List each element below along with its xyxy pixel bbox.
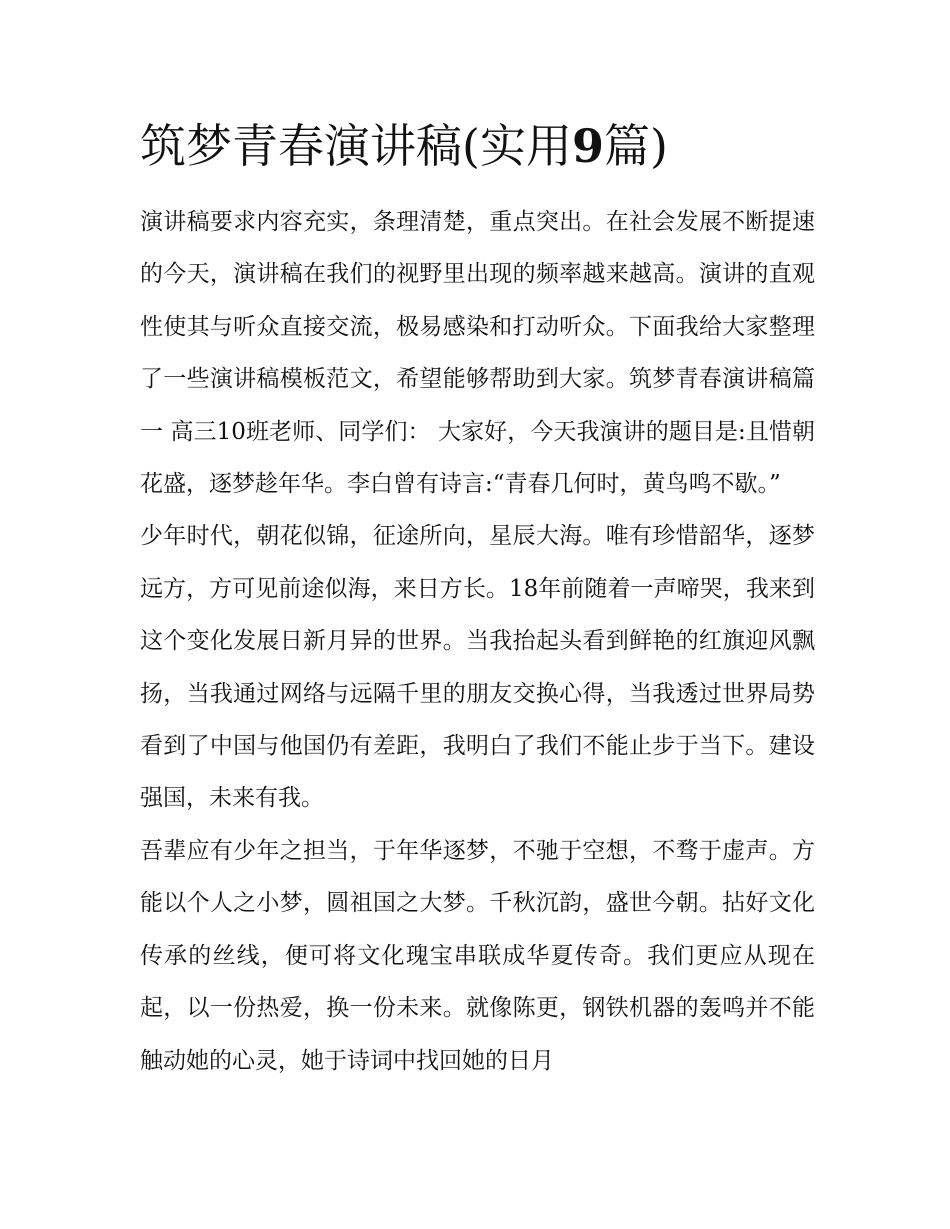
title-number: 9: [571, 119, 604, 173]
document-title: [140, 114, 820, 178]
document-body: [140, 196, 815, 1087]
title-suffix: 篇): [603, 119, 668, 173]
paragraph-intro: 演讲稿要求内容充实，条理清楚，重点突出。在社会发展不断提速的今天，演讲稿在我们的视野里出现的频率越来越高。演讲的直观性使其与听众直接交流，极易感染和打动听众。下面我给大家整理了一些演讲稿模板范文，希望能够帮助到大家。筑梦青春演讲稿篇一 高三10班老师、同学们： 大家好，今天我演讲的题目是:且惜朝花盛，逐梦趁年华。李白曾有诗言:“青春几何时，黄鸟鸣不歇。”: [140, 209, 815, 498]
paragraph-youth: 少年时代，朝花似锦，征途所向，星辰大海。唯有珍惜韶华，逐梦远方，方可见前途似海，来日方长。18年前随着一声啼哭，我来到这个变化发展日新月异的世界。当我抬起头看到鲜艳的红旗迎风飘扬，当我通过网络与远隔千里的朋友交换心得，当我透过世界局势看到了中国与他国仍有差距，我明白了我们不能止步于当下。建设强国，未来有我。: [140, 523, 815, 812]
title-prefix: 筑梦青春演讲稿(实用: [140, 119, 572, 173]
paragraph-responsibility: 吾辈应有少年之担当，于年华逐梦，不驰于空想，不骛于虚声。方能以个人之小梦，圆祖国之大梦。千秋沉韵，盛世今朝。拈好文化传承的丝线，便可将文化瑰宝串联成华夏传奇。我们更应从现在起，以一份热爱，换一份未来。就像陈更，钢铁机器的轰鸣并不能触动她的心灵，她于诗词中找回她的日月: [140, 837, 815, 1074]
